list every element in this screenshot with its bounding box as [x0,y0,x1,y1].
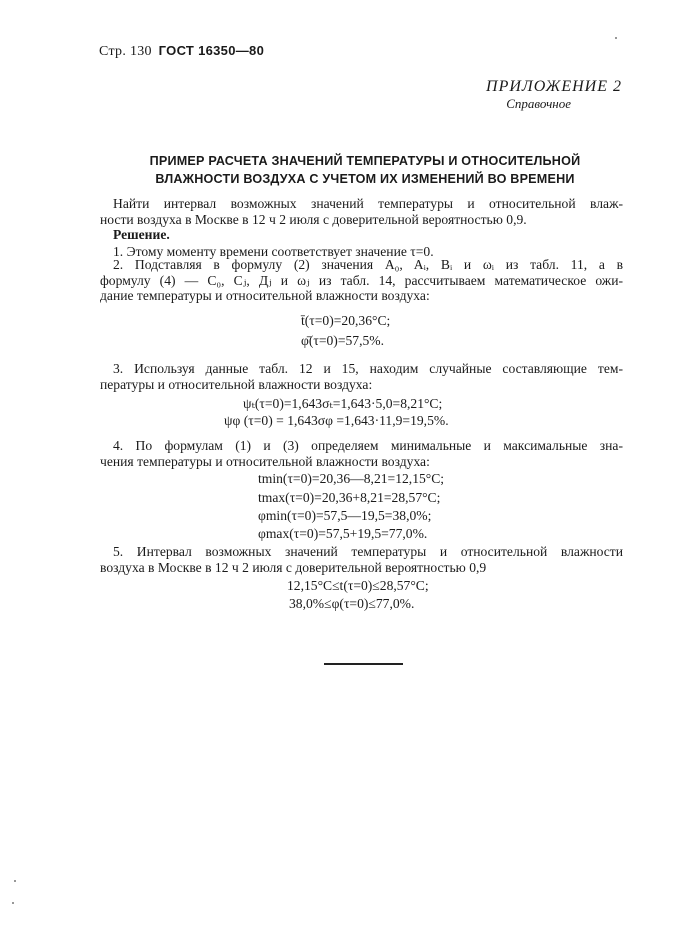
step-5-paragraph [100,544,623,575]
title-line-2: ВЛАЖНОСТИ ВОЗДУХА С УЧЕТОМ ИХ ИЗМЕНЕНИЙ ВО ВРЕМЕНИ [155,172,575,186]
standard-number: ГОСТ 16350—80 [158,43,265,58]
step-2-paragraph [100,257,623,304]
step-5-line-2: воздуха в Москве в 12 ч 2 июля с доверительной вероятностью 0,9 [100,559,487,575]
step-2-line-2: формулу (4) — C₀, Cⱼ, Дⱼ и ωⱼ из табл. 14, рассчитываем математическое ожи- [100,272,623,288]
page-number: Стр. 130 [99,44,152,59]
end-rule [324,663,403,665]
section-title [100,152,630,188]
formula-t-max: tmax(τ=0)=20,36+8,21=28,57°C; [258,490,441,505]
formula-random-humidity: ψφ (τ=0) = 1,643σφ =1,643·11,9=19,5%. [224,413,449,428]
intro-line-2: ности воздуха в Москве в 12 ч 2 июля с доверительной вероятностью 0,9. [100,211,527,227]
title-line-1: ПРИМЕР РАСЧЕТА ЗНАЧЕНИЙ ТЕМПЕРАТУРЫ И ОТНОСИТЕЛЬНОЙ [149,154,581,168]
step-5-line-1: 5. Интервал возможных значений температуры и относительной влажности [113,544,623,559]
intro-line-1: Найти интервал возможных значений температуры и относительной влаж- [113,196,623,211]
solution-label: Решение. [113,227,170,243]
step-2-line-1: 2. Подставляя в формулу (2) значения A₀, Aᵢ, Bᵢ и ωᵢ из табл. 11, а в [113,257,623,272]
formula-humidity-interval: 38,0%≤φ(τ=0)≤77,0%. [289,596,415,611]
formula-phi-min: φmin(τ=0)=57,5—19,5=38,0%; [258,508,432,523]
formula-random-temperature: ψₜ(τ=0)=1,643σₜ=1,643·5,0=8,21°C; [243,396,443,411]
formula-mean-humidity: φ̄(τ=0)=57,5%. [301,333,385,348]
scan-speck [12,902,14,904]
step-3-line-1: 3. Используя данные табл. 12 и 15, находим случайные составляющие тем- [113,361,623,376]
step-4-line-2: чения температуры и относительной влажности воздуха: [100,453,430,469]
scan-speck [615,37,617,39]
formula-temperature-interval: 12,15°C≤t(τ=0)≤28,57°C; [287,578,429,593]
step-1: 1. Этому моменту времени соответствует значение τ=0. [113,243,434,259]
formula-t-min: tmin(τ=0)=20,36—8,21=12,15°C; [258,471,445,486]
intro-paragraph [100,196,623,259]
step-4-line-1: 4. По формулам (1) и (3) определяем минимальные и максимальные зна- [113,438,623,453]
scan-speck [14,880,16,882]
formula-mean-temperature: t̄(τ=0)=20,36°C; [301,313,391,328]
page-header [99,43,264,60]
step-4-paragraph [100,438,623,469]
appendix-type: Справочное [506,96,571,111]
step-3-paragraph [100,361,623,392]
step-3-line-2: пературы и относительной влажности воздуха: [100,376,373,392]
appendix-title: ПРИЛОЖЕНИЕ 2 [486,78,622,95]
step-2-line-3: дание температуры и относительной влажности воздуха: [100,288,430,304]
formula-phi-max: φmax(τ=0)=57,5+19,5=77,0%. [258,526,428,541]
